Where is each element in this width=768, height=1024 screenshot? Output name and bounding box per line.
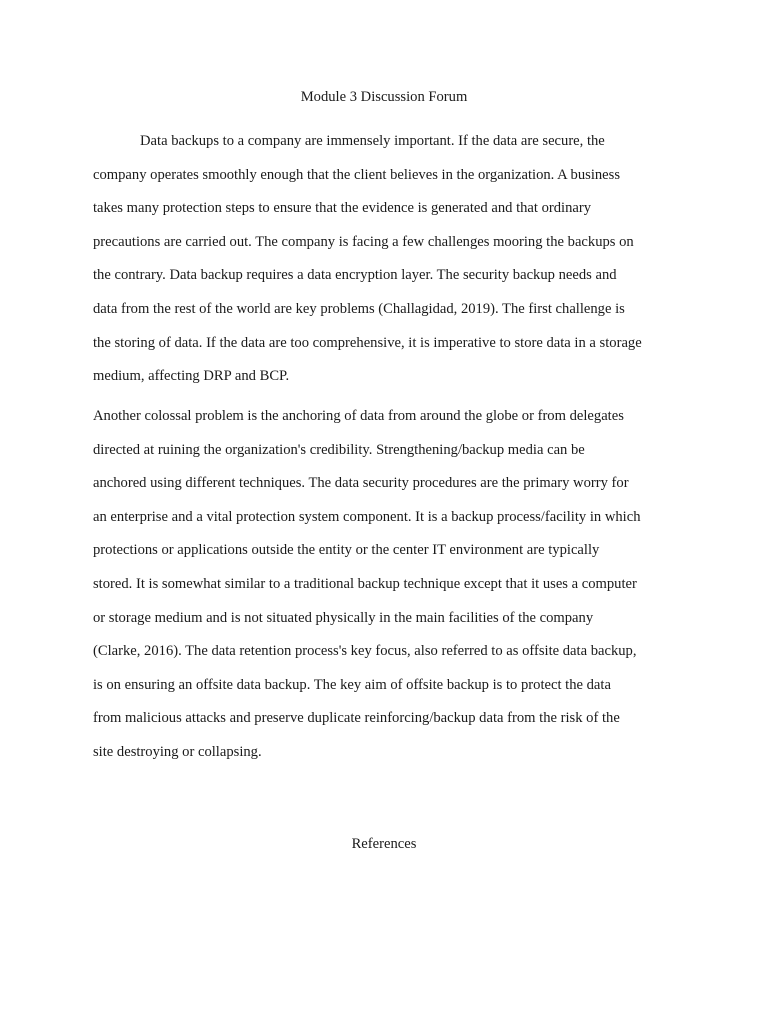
paragraph-line: protections or applications outside the entity or the center IT environment are typically (93, 542, 600, 559)
paragraph-line: Data backups to a company are immensely important. If the data are secure, the (140, 133, 605, 149)
paragraph-line: or storage medium and is not situated physically in the main facilities of the company (93, 609, 594, 626)
paragraph-line: precautions are carried out. The company is facing a few challenges mooring the backups on (93, 233, 634, 250)
paragraph-line: the contrary. Data backup requires a data encryption layer. The security backup needs and (93, 267, 617, 284)
references-heading: References (351, 836, 417, 852)
paragraph-line: directed at ruining the organization's credibility. Strengthening/backup media can be (93, 441, 585, 458)
paragraph-1 (93, 125, 679, 394)
paragraph-line: company operates smoothly enough that the client believes in the organization. A business (93, 166, 621, 183)
paragraph-line: site destroying or collapsing. (93, 743, 262, 760)
paragraph-2 (93, 400, 679, 770)
paragraph-line: stored. It is somewhat similar to a traditional backup technique except that it uses a computer (93, 575, 637, 592)
page-title: Module 3 Discussion Forum (300, 89, 468, 105)
paragraph-line: is on ensuring an offsite data backup. The key aim of offsite backup is to protect the data (93, 676, 611, 693)
paragraph-line: anchored using different techniques. The data security procedures are the primary worry for (93, 475, 629, 492)
paragraph-line: an enterprise and a vital protection system component. It is a backup process/facility in which (93, 508, 641, 525)
paragraph-line: Another colossal problem is the anchoring of data from around the globe or from delegates (93, 408, 624, 424)
paragraph-line: the storing of data. If the data are too comprehensive, it is imperative to store data in a storage (93, 334, 642, 351)
paragraph-line: data from the rest of the world are key problems (Challagidad, 2019). The first challenge is (93, 300, 625, 317)
paragraph-line: medium, affecting DRP and BCP. (93, 368, 290, 385)
paragraph-line: takes many protection steps to ensure that the evidence is generated and that ordinary (93, 200, 592, 217)
paragraph-line: from malicious attacks and preserve duplicate reinforcing/backup data from the risk of the (93, 710, 620, 727)
paragraph-line: (Clarke, 2016). The data retention process's key focus, also referred to as offsite data backup, (93, 643, 637, 660)
